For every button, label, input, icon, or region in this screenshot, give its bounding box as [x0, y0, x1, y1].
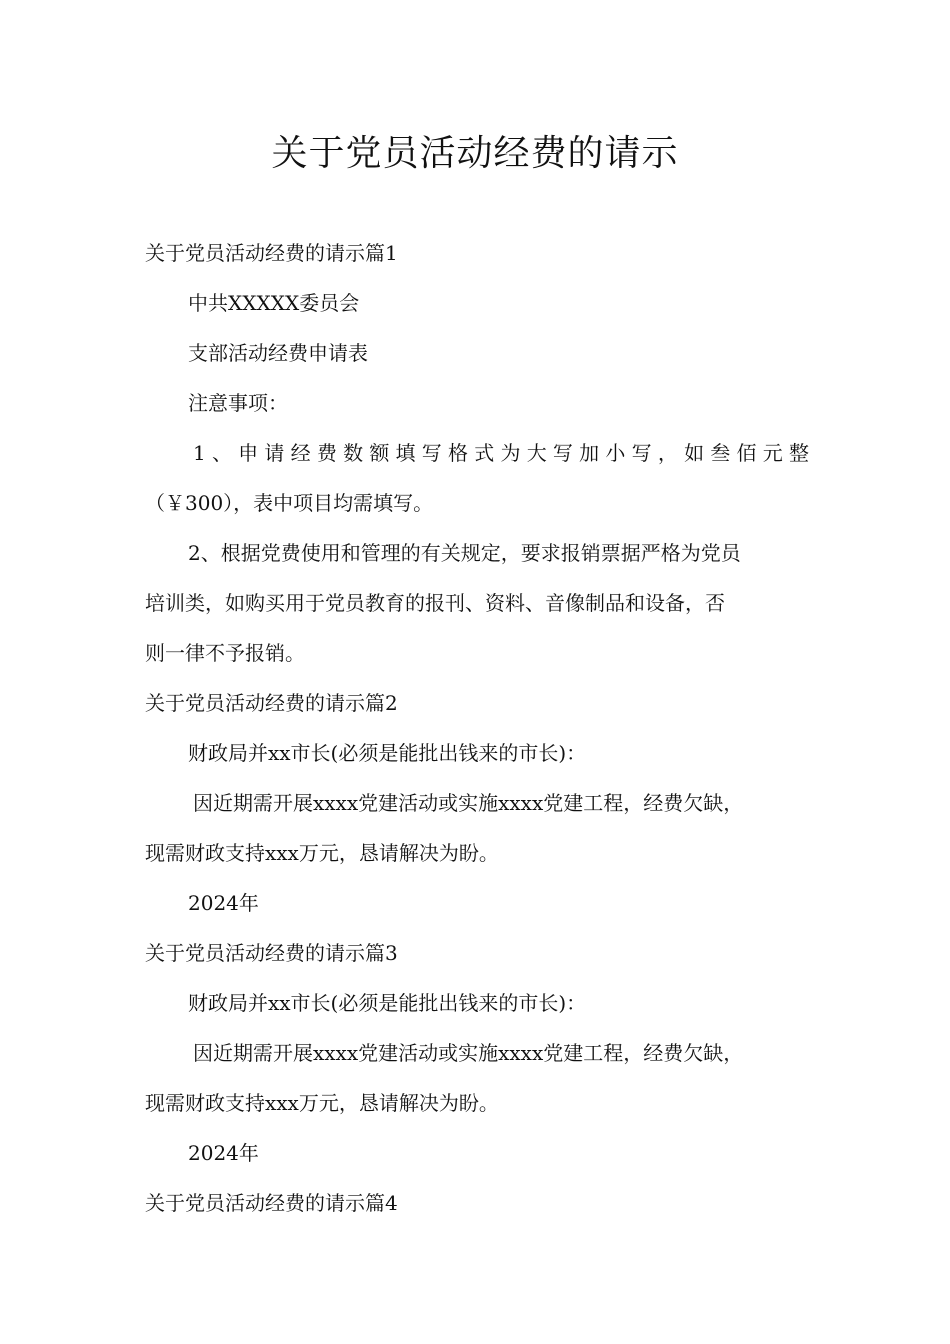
paragraph-line: 财政局并xx市长(必须是能批出钱来的市长)： [188, 991, 587, 1015]
paragraph-line: 中共XXXXX委员会 [188, 291, 360, 315]
paragraph-line: 1、申请经费数额填写格式为大写加小写，如叁佰元整 [193, 441, 809, 465]
paragraph-line: 因近期需开展xxxx党建活动或实施xxxx党建工程，经费欠缺， [193, 1041, 744, 1065]
date-line: 2024年 [188, 1141, 259, 1165]
section-heading: 关于党员活动经费的请示篇1 [145, 241, 398, 265]
paragraph-line: 现需财政支持xxx万元，恳请解决为盼。 [145, 841, 499, 865]
paragraph-line: 注意事项： [188, 391, 288, 415]
paragraph-line: （￥300），表中项目均需填写。 [145, 491, 434, 515]
date-line: 2024年 [188, 891, 259, 915]
paragraph-line: 现需财政支持xxx万元，恳请解决为盼。 [145, 1091, 499, 1115]
paragraph-line: 因近期需开展xxxx党建活动或实施xxxx党建工程，经费欠缺， [193, 791, 744, 815]
paragraph-line: 培训类，如购买用于党员教育的报刊、资料、音像制品和设备，否 [145, 591, 725, 615]
document-body [145, 228, 809, 1228]
section-heading: 关于党员活动经费的请示篇3 [145, 941, 398, 965]
paragraph-line: 支部活动经费申请表 [188, 341, 368, 365]
paragraph-line: 财政局并xx市长(必须是能批出钱来的市长)： [188, 741, 587, 765]
document-title: 关于党员活动经费的请示 [271, 133, 679, 174]
paragraph-line: 则一律不予报销。 [145, 641, 305, 665]
section-heading: 关于党员活动经费的请示篇4 [145, 1191, 398, 1215]
section-heading: 关于党员活动经费的请示篇2 [145, 691, 398, 715]
paragraph-line: 2、根据党费使用和管理的有关规定，要求报销票据严格为党员 [188, 541, 741, 565]
